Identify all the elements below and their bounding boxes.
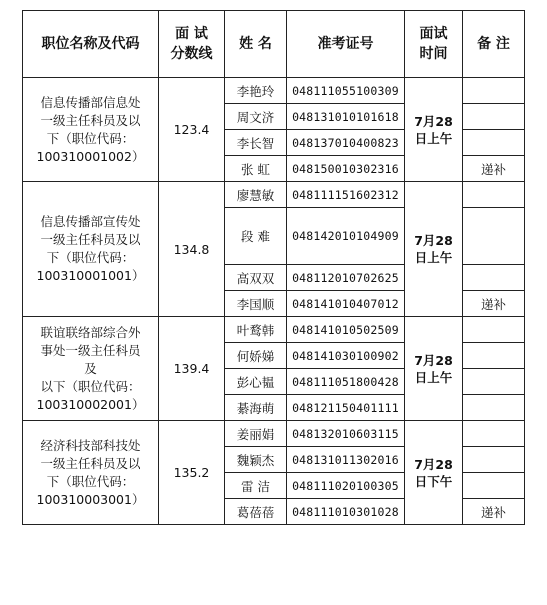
time-line: 日下午	[414, 473, 453, 489]
position-line: 下（职位代码：	[46, 473, 135, 489]
position-line: 100310003001）	[36, 491, 145, 507]
position-line: 100310002001）	[36, 396, 145, 412]
note-cell: 递补	[463, 499, 525, 525]
exam-number: 048111151602312	[287, 182, 405, 208]
time-line: 7月28	[414, 456, 453, 472]
interview-time-cell	[405, 182, 463, 317]
candidate-name: 段 难	[225, 208, 287, 265]
candidate-name: 叶鹜韩	[225, 317, 287, 343]
candidate-name: 何娇娣	[225, 343, 287, 369]
position-cell	[23, 421, 159, 525]
exam-number: 048111020100305	[287, 473, 405, 499]
exam-number: 048141010407012	[287, 291, 405, 317]
note-cell	[463, 182, 525, 208]
time-line: 7月28	[414, 113, 453, 129]
candidate-name: 葛蓓蓓	[225, 499, 287, 525]
table-row	[23, 421, 525, 447]
interview-time-cell	[405, 421, 463, 525]
header-score-line1: 面 试	[175, 26, 208, 42]
candidate-name: 綦海萌	[225, 395, 287, 421]
note-cell	[463, 343, 525, 369]
candidate-name: 魏颖杰	[225, 447, 287, 473]
position-line: 下（职位代码：	[46, 250, 135, 265]
note-cell	[463, 130, 525, 156]
time-line: 日上午	[414, 130, 453, 146]
exam-number: 048141010502509	[287, 317, 405, 343]
position-line: 一级主任科员及以	[40, 232, 141, 247]
header-time-line1: 面试	[419, 26, 448, 42]
time-line: 日上午	[414, 250, 453, 265]
exam-number: 048111010301028	[287, 499, 405, 525]
interview-candidate-table	[22, 10, 525, 525]
header-position: 职位名称及代码	[23, 11, 159, 78]
exam-number: 048132010603115	[287, 421, 405, 447]
table-row	[23, 78, 525, 104]
table-header-row	[23, 11, 525, 78]
candidate-name: 张 虹	[225, 156, 287, 182]
header-time-line2: 时间	[419, 46, 448, 62]
candidate-name: 彭心韫	[225, 369, 287, 395]
candidate-name: 雷 洁	[225, 473, 287, 499]
position-line: 联谊联络部综合外	[40, 324, 141, 340]
exam-number: 048141030100902	[287, 343, 405, 369]
position-line: 经济科技部科技处	[40, 437, 141, 453]
position-line: 100310001002）	[36, 148, 145, 164]
score-cell: 139.4	[159, 317, 225, 421]
time-line: 日上午	[414, 369, 453, 385]
note-cell	[463, 265, 525, 291]
position-line: 一级主任科员及以	[40, 112, 141, 128]
position-cell	[23, 78, 159, 182]
header-score	[159, 11, 225, 78]
score-cell: 134.8	[159, 182, 225, 317]
note-cell	[463, 78, 525, 104]
exam-number: 048112010702625	[287, 265, 405, 291]
exam-number: 048150010302316	[287, 156, 405, 182]
note-cell	[463, 369, 525, 395]
exam-number: 048137010400823	[287, 130, 405, 156]
candidate-name: 李长智	[225, 130, 287, 156]
header-name: 姓 名	[225, 11, 287, 78]
position-line: 事处一级主任科员	[40, 342, 141, 358]
position-cell	[23, 182, 159, 317]
exam-number: 048131011302016	[287, 447, 405, 473]
exam-number: 048131010101618	[287, 104, 405, 130]
position-line: 下（职位代码：	[46, 130, 135, 146]
note-cell	[463, 208, 525, 265]
score-cell: 135.2	[159, 421, 225, 525]
position-line: 及	[84, 360, 97, 376]
candidate-name: 李艳玲	[225, 78, 287, 104]
candidate-name: 周文济	[225, 104, 287, 130]
candidate-name: 廖慧敏	[225, 182, 287, 208]
position-cell	[23, 317, 159, 421]
exam-number: 048121150401111	[287, 395, 405, 421]
exam-number: 048142010104909	[287, 208, 405, 265]
header-exam-number: 准考证号	[287, 11, 405, 78]
interview-time-cell	[405, 78, 463, 182]
score-cell: 123.4	[159, 78, 225, 182]
position-line: 信息传播部信息处	[40, 94, 141, 110]
note-cell	[463, 473, 525, 499]
note-cell	[463, 395, 525, 421]
interview-time-cell	[405, 317, 463, 421]
time-line: 7月28	[414, 352, 453, 368]
note-cell	[463, 317, 525, 343]
note-cell	[463, 447, 525, 473]
header-time	[405, 11, 463, 78]
candidate-table-wrapper	[22, 10, 525, 525]
exam-number: 048111051800428	[287, 369, 405, 395]
note-cell	[463, 421, 525, 447]
exam-number: 048111055100309	[287, 78, 405, 104]
header-note: 备 注	[463, 11, 525, 78]
note-cell: 递补	[463, 291, 525, 317]
position-line: 信息传播部宣传处	[40, 214, 141, 229]
candidate-name: 高双双	[225, 265, 287, 291]
table-row	[23, 317, 525, 343]
note-cell: 递补	[463, 156, 525, 182]
position-line: 一级主任科员及以	[40, 455, 141, 471]
header-score-line2: 分数线	[170, 46, 213, 62]
note-cell	[463, 104, 525, 130]
position-line: 100310001001）	[36, 268, 145, 283]
table-row	[23, 182, 525, 208]
candidate-name: 李国顺	[225, 291, 287, 317]
time-line: 7月28	[414, 233, 453, 248]
candidate-name: 姜丽娟	[225, 421, 287, 447]
position-line: 以下（职位代码：	[40, 378, 141, 394]
